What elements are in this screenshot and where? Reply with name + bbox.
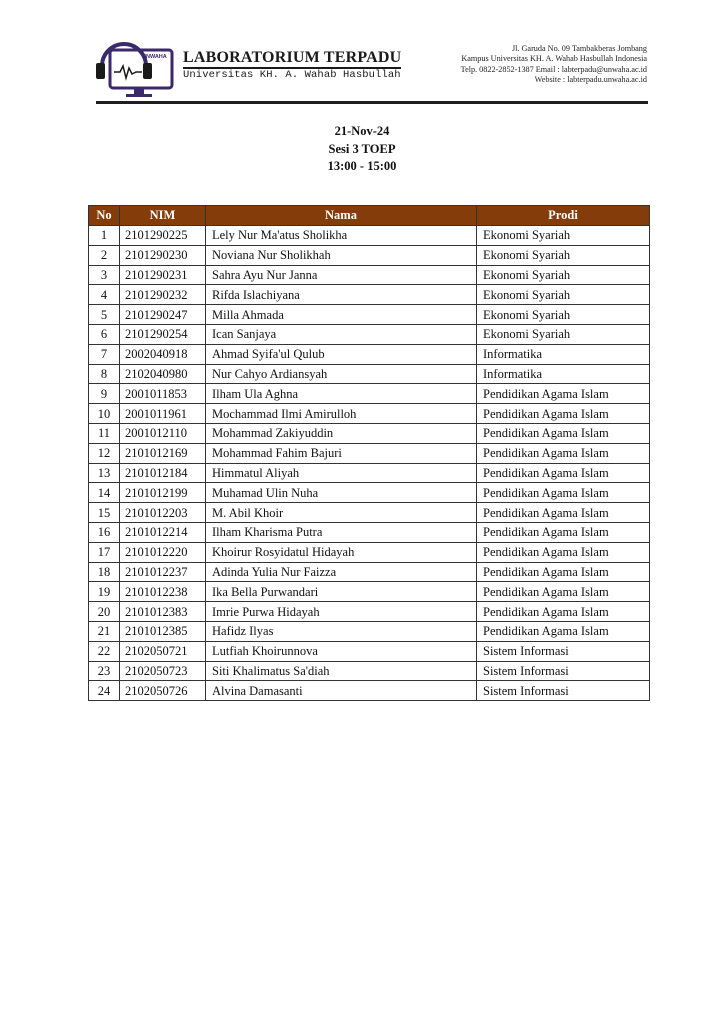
cell-nim: 2101012220 xyxy=(120,542,206,562)
cell-nim: 2101012214 xyxy=(120,522,206,542)
cell-nim: 2002040918 xyxy=(120,344,206,364)
table-row xyxy=(89,443,650,463)
cell-nama: Noviana Nur Sholikhah xyxy=(206,245,477,265)
table-row xyxy=(89,542,650,562)
cell-nim: 2001011961 xyxy=(120,404,206,424)
laboratorium-logo xyxy=(92,36,176,100)
cell-prodi: Ekonomi Syariah xyxy=(477,305,650,325)
table-row xyxy=(89,305,650,325)
cell-nama: Mochammad Ilmi Amirulloh xyxy=(206,404,477,424)
table-row xyxy=(89,404,650,424)
session-name: Sesi 3 TOEP xyxy=(328,141,396,156)
cell-nim: 2101012199 xyxy=(120,483,206,503)
cell-no: 1 xyxy=(89,226,120,246)
cell-prodi: Ekonomi Syariah xyxy=(477,324,650,344)
cell-no: 2 xyxy=(89,245,120,265)
address-line: Kampus Universitas KH. A. Wahab Hasbullah Indonesia xyxy=(461,54,647,64)
cell-no: 21 xyxy=(89,621,120,641)
cell-no: 18 xyxy=(89,562,120,582)
cell-nama: Ahmad Syifa'ul Qulub xyxy=(206,344,477,364)
cell-prodi: Pendidikan Agama Islam xyxy=(477,542,650,562)
cell-nama: Mohammad Fahim Bajuri xyxy=(206,443,477,463)
cell-prodi: Pendidikan Agama Islam xyxy=(477,483,650,503)
cell-nim: 2101290232 xyxy=(120,285,206,305)
lab-name: LABORATORIUM TERPADU xyxy=(183,50,401,69)
cell-nim: 2101290225 xyxy=(120,226,206,246)
cell-prodi: Sistem Informasi xyxy=(477,681,650,701)
cell-nama: Mohammad Zakiyuddin xyxy=(206,423,477,443)
cell-no: 12 xyxy=(89,443,120,463)
table-row xyxy=(89,503,650,523)
cell-nim: 2101290247 xyxy=(120,305,206,325)
table-body xyxy=(89,226,650,701)
session-time: 13:00 - 15:00 xyxy=(327,159,397,173)
cell-nim: 2101290231 xyxy=(120,265,206,285)
table-row xyxy=(89,463,650,483)
cell-nim: 2101290254 xyxy=(120,324,206,344)
cell-prodi: Pendidikan Agama Islam xyxy=(477,621,650,641)
cell-nim: 2102050721 xyxy=(120,641,206,661)
table-row xyxy=(89,384,650,404)
cell-prodi: Pendidikan Agama Islam xyxy=(477,384,650,404)
cell-nama: Siti Khalimatus Sa'diah xyxy=(206,661,477,681)
cell-nim: 2102040980 xyxy=(120,364,206,384)
header-nim: NIM xyxy=(120,206,206,226)
contact-line: Telp. 0822-2852-1387 Email : labterpadu@unwaha.ac.id xyxy=(460,64,647,74)
cell-prodi: Pendidikan Agama Islam xyxy=(477,503,650,523)
cell-no: 13 xyxy=(89,463,120,483)
cell-nama: Ilham Ula Aghna xyxy=(206,384,477,404)
cell-nama: Hafidz Ilyas xyxy=(206,621,477,641)
cell-no: 20 xyxy=(89,602,120,622)
cell-nama: Rifda Islachiyana xyxy=(206,285,477,305)
cell-no: 17 xyxy=(89,542,120,562)
website-line: Website : labterpadu.unwaha.ac.id xyxy=(534,75,647,85)
cell-no: 5 xyxy=(89,305,120,325)
cell-nim: 2101012169 xyxy=(120,443,206,463)
cell-nim: 2101012383 xyxy=(120,602,206,622)
cell-nim: 2101290230 xyxy=(120,245,206,265)
cell-no: 3 xyxy=(89,265,120,285)
cell-prodi: Sistem Informasi xyxy=(477,661,650,681)
header-prodi: Prodi xyxy=(477,206,650,226)
table-row xyxy=(89,582,650,602)
cell-no: 16 xyxy=(89,522,120,542)
cell-nama: Alvina Damasanti xyxy=(206,681,477,701)
table-row xyxy=(89,364,650,384)
cell-no: 9 xyxy=(89,384,120,404)
cell-nama: M. Abil Khoir xyxy=(206,503,477,523)
university-name: Universitas KH. A. Wahab Hasbullah xyxy=(183,69,401,81)
table-row xyxy=(89,423,650,443)
table-row xyxy=(89,285,650,305)
cell-prodi: Pendidikan Agama Islam xyxy=(477,562,650,582)
cell-nama: Ilham Kharisma Putra xyxy=(206,522,477,542)
cell-nama: Lutfiah Khoirunnova xyxy=(206,641,477,661)
header-no: No xyxy=(89,206,120,226)
table-row xyxy=(89,245,650,265)
table-row xyxy=(89,641,650,661)
cell-no: 8 xyxy=(89,364,120,384)
cell-no: 10 xyxy=(89,404,120,424)
cell-no: 6 xyxy=(89,324,120,344)
address-line: Jl. Garuda No. 09 Tambakberas Jombang xyxy=(511,44,647,53)
cell-nim: 2102050723 xyxy=(120,661,206,681)
cell-nim: 2101012203 xyxy=(120,503,206,523)
cell-nim: 2101012184 xyxy=(120,463,206,483)
cell-prodi: Ekonomi Syariah xyxy=(477,245,650,265)
table-row xyxy=(89,621,650,641)
session-date: 21-Nov-24 xyxy=(334,124,390,138)
cell-nama: Khoirur Rosyidatul Hidayah xyxy=(206,542,477,562)
cell-nim: 2001011853 xyxy=(120,384,206,404)
address-block xyxy=(387,44,647,86)
letterhead xyxy=(0,0,724,110)
cell-nim: 2101012385 xyxy=(120,621,206,641)
cell-no: 19 xyxy=(89,582,120,602)
cell-prodi: Pendidikan Agama Islam xyxy=(477,522,650,542)
cell-nim: 2101012238 xyxy=(120,582,206,602)
cell-nim: 2001012110 xyxy=(120,423,206,443)
cell-no: 22 xyxy=(89,641,120,661)
cell-nama: Muhamad Ulin Nuha xyxy=(206,483,477,503)
header-nama: Nama xyxy=(206,206,477,226)
session-heading xyxy=(0,123,724,176)
table-row xyxy=(89,483,650,503)
table-row xyxy=(89,602,650,622)
cell-no: 23 xyxy=(89,661,120,681)
cell-nama: Milla Ahmada xyxy=(206,305,477,325)
cell-nama: Nur Cahyo Ardiansyah xyxy=(206,364,477,384)
cell-nim: 2102050726 xyxy=(120,681,206,701)
cell-prodi: Pendidikan Agama Islam xyxy=(477,463,650,483)
cell-nama: Ican Sanjaya xyxy=(206,324,477,344)
cell-prodi: Informatika xyxy=(477,364,650,384)
cell-nama: Lely Nur Ma'atus Sholikha xyxy=(206,226,477,246)
cell-no: 14 xyxy=(89,483,120,503)
table-row xyxy=(89,661,650,681)
cell-nama: Himmatul Aliyah xyxy=(206,463,477,483)
cell-no: 15 xyxy=(89,503,120,523)
cell-nama: Sahra Ayu Nur Janna xyxy=(206,265,477,285)
cell-nama: Ika Bella Purwandari xyxy=(206,582,477,602)
table-row xyxy=(89,324,650,344)
table-row xyxy=(89,265,650,285)
cell-no: 11 xyxy=(89,423,120,443)
cell-prodi: Ekonomi Syariah xyxy=(477,226,650,246)
cell-no: 7 xyxy=(89,344,120,364)
cell-nim: 2101012237 xyxy=(120,562,206,582)
cell-prodi: Ekonomi Syariah xyxy=(477,265,650,285)
cell-prodi: Pendidikan Agama Islam xyxy=(477,423,650,443)
cell-prodi: Informatika xyxy=(477,344,650,364)
cell-prodi: Pendidikan Agama Islam xyxy=(477,602,650,622)
table-row xyxy=(89,522,650,542)
participant-table xyxy=(88,205,650,701)
letterhead-divider xyxy=(96,101,648,104)
table-row xyxy=(89,681,650,701)
cell-prodi: Ekonomi Syariah xyxy=(477,285,650,305)
cell-no: 24 xyxy=(89,681,120,701)
cell-prodi: Pendidikan Agama Islam xyxy=(477,443,650,463)
table-header-row xyxy=(89,206,650,226)
cell-prodi: Sistem Informasi xyxy=(477,641,650,661)
cell-prodi: Pendidikan Agama Islam xyxy=(477,582,650,602)
table-row xyxy=(89,562,650,582)
cell-nama: Adinda Yulia Nur Faizza xyxy=(206,562,477,582)
table-row xyxy=(89,226,650,246)
table-row xyxy=(89,344,650,364)
cell-no: 4 xyxy=(89,285,120,305)
cell-nama: Imrie Purwa Hidayah xyxy=(206,602,477,622)
cell-prodi: Pendidikan Agama Islam xyxy=(477,404,650,424)
logo-text: UNWAHA xyxy=(142,54,167,60)
